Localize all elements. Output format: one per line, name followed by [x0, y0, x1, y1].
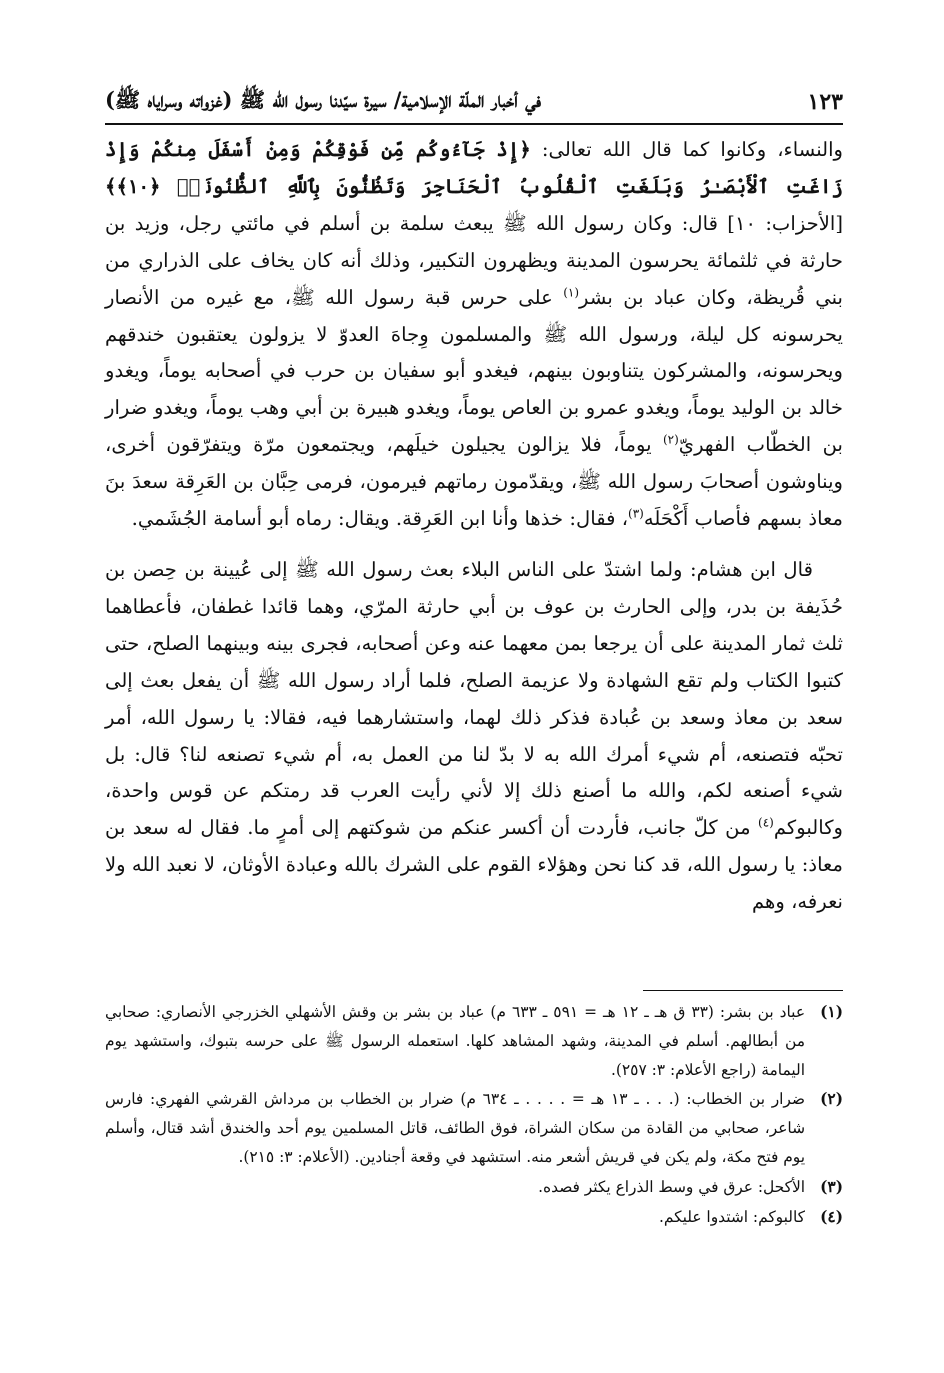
- footnote-text: ضرار بن الخطاب: (. . . ـ ١٣ هـ = . . . . ـ ٦٣٤ م) ضرار بن الخطاب بن مرداش القرشي الفهري: فارس شاعر، صحابي من القادة من سكان الشراة، فوق الطائف، قاتل المسلمين يوم أحد والخندق أشد قتال، وأسلم يوم فتح مكة، ولم يكن في قريش أشعر منه. استشهد في وقعة أجنادين. (الأعلام: ٣: ٢١٥).: [105, 1090, 805, 1166]
- text-run: على حرس قبة رسول الله ﷺ، مع غيره من الأنصار يحرسونه كل ليلة، ورسول الله ﷺ والمسلمون وِجاهَ العدوّ لا يزولون يعتقبون خندقهم ويحرسونه، والمشركون يتناوبون بينهم، فيغدو أبو سفيان بن حرب في أصحابه يوماً، ويغدو خالد بن الوليد يوماً، ويغدو عمرو بن العاص يوماً، ويغدو هبيرة بن أبي وهب يوماً، ويغدو ضرار بن الخطّاب الفهريّ: [105, 285, 843, 457]
- header-rule: [105, 123, 843, 125]
- running-title: في أخبار الملّة الإسلامية/ سيرة سيّدنا رسول الله ﷺ (غزواته وسراياه ﷺ): [105, 86, 542, 112]
- text-run: يوماً، فلا يزالون يجيلون خيلَهم، ويجتمعون مرّة ويتفرّقون أخرى، ويناوشون أصحابَ رسول الله ﷺ، ويقدّمون رماتهم فيرمون، فرمى حِبَّان بن العَرِقة سعدَ بنَ معاذ بسهم فأصاب أَكْحَلَه: [105, 433, 843, 531]
- footnote-ref-1[interactable]: (١): [563, 285, 580, 300]
- footnote-text: كالبوكم: اشتدوا عليكم.: [658, 1207, 805, 1226]
- footnote-rule: [643, 990, 843, 991]
- text-run: والنساء، وكانوا كما قال الله تعالى:: [530, 138, 844, 161]
- footnote-3: [105, 1173, 843, 1202]
- footnote-number: (٢): [820, 1090, 843, 1109]
- text-run: من كلّ جانب، فأردت أن أكسر عنكم من شوكتهم إلى أمرٍ ما. فقال له سعد بن معاذ: يا رسول الله، قد كنا نحن وهؤلاء القوم على الشرك بالله وعبادة الأوثان، لا نعبد الله ولا نعرفه، وهم: [105, 816, 843, 914]
- text-run: [الأحزاب: ١٠] قال: وكان رسول الله ﷺ يبعث سلمة بن أسلم في مائتي رجل، وزيد بن حارثة في ثلثمائة يحرسون المدينة ويظهرون التكبير، وذلك أنه كان يخاف على الذراري من بني قُريظة، وكان عباد بن بشر: [105, 211, 844, 309]
- footnote-number: (١): [820, 1003, 843, 1021]
- quran-verse: ﴿إِذْ جَآءُوكُم مِّن فَوْقِكُمْ وَمِنْ أَسْفَلَ مِنكُمْ وَإِذْ زَاغَتِ ٱلْأَبْصَـٰرُ وَبَلَغَتِ ٱلْقُلُوبُ ٱلْحَنَاجِرَ وَتَظُنُّونَ بِٱللَّهِ ٱلظُّنُونَا۠ ﴿١٠﴾﴾: [105, 138, 843, 198]
- main-text: [105, 132, 843, 921]
- footnote-ref-4[interactable]: (٤): [758, 815, 774, 830]
- paragraph-1: [105, 132, 843, 538]
- paragraph-2: [105, 552, 843, 921]
- footnote-4: [105, 1203, 843, 1232]
- text-run: ، فقال: خذها وأنا ابن العَرِقة. ويقال: رماه أبو أسامة الجُشَمي.: [131, 507, 629, 531]
- footnote-ref-2[interactable]: (٢): [662, 432, 679, 447]
- footnote-1: [105, 998, 843, 1084]
- footnote-text: عباد بن بشر: (٣٣ ق هـ ـ ١٢ هـ = ٥٩١ ـ ٦٣٣ م) عباد بن بشر بن وقش الأشهلي الخزرجي الأنصاري: صحابي من أبطالهم. أسلم في المدينة، وشهد المشاهد كلها. استعمله الرسول ﷺ على حرسه بتبوك، واستشهد يوم اليمامة (راجع الأعلام: ٣: ٢٥٧).: [105, 1003, 806, 1079]
- page-header: [105, 82, 843, 122]
- text-run: قال ابن هشام: ولما اشتدّ على الناس البلاء بعث رسول الله ﷺ إلى عُيينة بن حِصن بن حُذَيفة بن بدر، وإلى الحارث بن عوف بن أبي حارثة المرّي، وهما قائدا غطفان، فأعطاهما ثلث ثمار المدينة على أن يرجعا بمن معهما عنه وعن أصحابه، فجرى بينه وبينهما الصلح، حتى كتبوا الكتاب ولم تقع الشهادة ولا عزيمة الصلح، فلما أراد رسول الله ﷺ أن يفعل بعث إلى سعد بن معاذ وسعد بن عُبادة فذكر ذلك لهما، واستشارهما فيه، فقالا: يا رسول الله، أمر تحبّه فتصنعه، أم شيء أمرك الله به لا بدّ لنا من العمل به، أم شيء تصنعه لنا؟ قال: بل شيء أصنعه لكم، والله ما أصنع ذلك إلا لأني رأيت العرب قد رمتكم عن قوس واحدة، وكالبوكم: [105, 557, 843, 840]
- page-number: ١٢٣: [807, 89, 843, 115]
- footnote-number: (٣): [820, 1177, 843, 1196]
- footnote-text: الأكحل: عرق في وسط الذراع يكثر فصده.: [538, 1177, 805, 1196]
- footnote-number: (٤): [820, 1207, 843, 1226]
- footnotes: [105, 998, 843, 1232]
- footnote-ref-3[interactable]: (٣): [628, 506, 644, 521]
- footnote-2: [105, 1085, 843, 1171]
